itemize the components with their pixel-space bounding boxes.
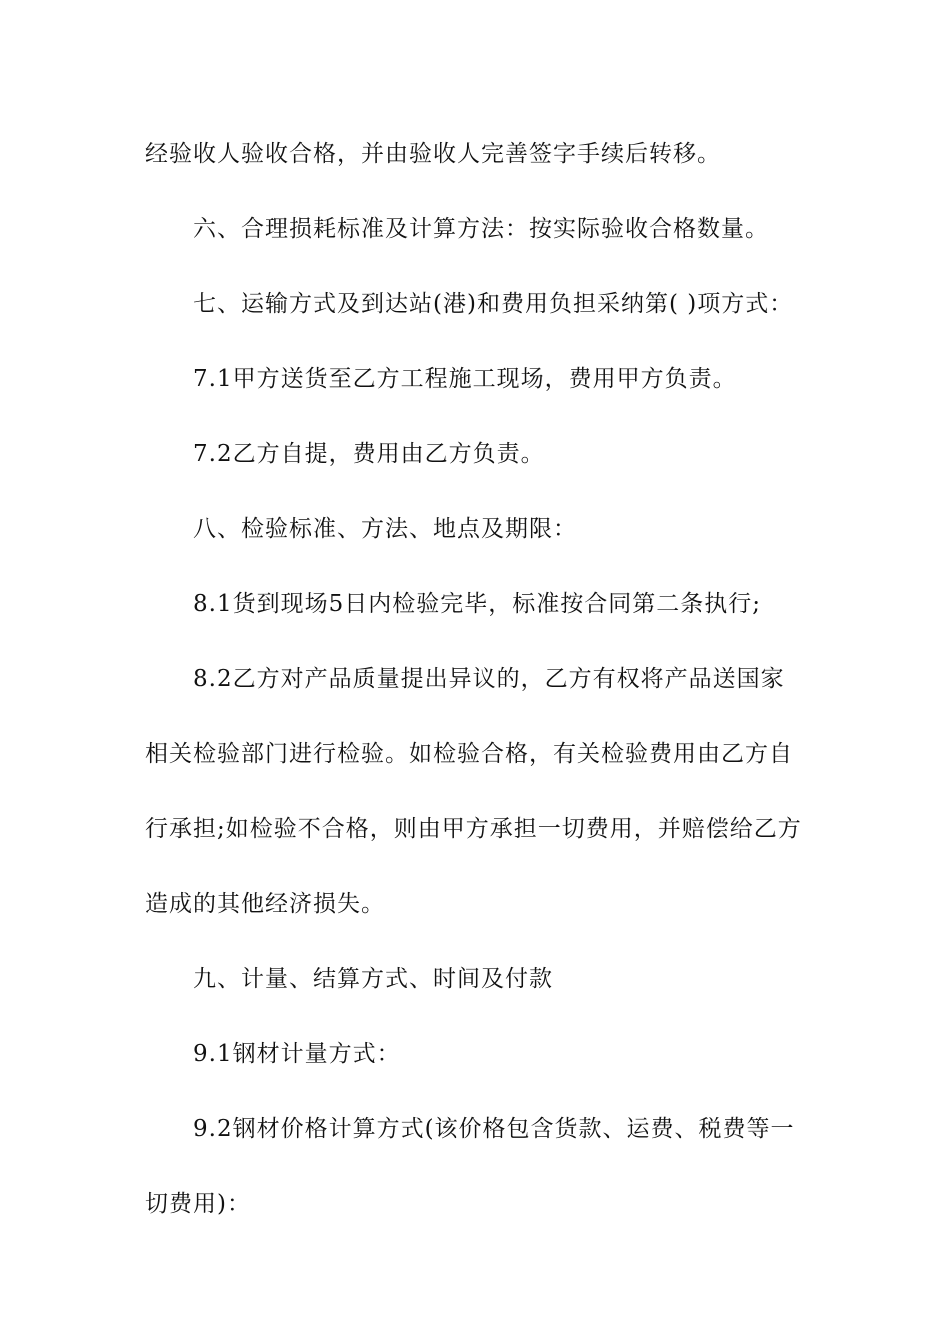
paragraph-line: 相关检验部门进行检验。如检验合格，有关检验费用由乙方自: [145, 741, 793, 767]
paragraph-line: 切费用)：: [145, 1191, 251, 1217]
paragraph-line: 经验收人验收合格，并由验收人完善签字手续后转移。: [145, 141, 721, 167]
clause-7-2: 7.2乙方自提，费用由乙方负责。: [193, 441, 545, 467]
clause-9-1: 9.1钢材计量方式：: [193, 1041, 401, 1067]
section-heading-eight: 八、检验标准、方法、地点及期限：: [193, 516, 577, 542]
clause-8-1: 8.1货到现场5日内检验完毕，标准按合同第二条执行;: [193, 591, 761, 617]
section-heading-six: 六、合理损耗标准及计算方法：按实际验收合格数量。: [193, 216, 769, 242]
clause-8-2: 8.2乙方对产品质量提出异议的，乙方有权将产品送国家: [193, 666, 785, 692]
paragraph-line: 行承担;如检验不合格，则由甲方承担一切费用，并赔偿给乙方: [145, 816, 802, 842]
paragraph-line: 造成的其他经济损失。: [145, 891, 385, 917]
section-heading-seven: 七、运输方式及到达站(港)和费用负担采纳第( )项方式：: [193, 291, 794, 317]
section-heading-nine: 九、计量、结算方式、时间及付款: [193, 966, 553, 992]
clause-7-1: 7.1甲方送货至乙方工程施工现场，费用甲方负责。: [193, 366, 737, 392]
document-body: [145, 124, 807, 1249]
clause-9-2: 9.2钢材价格计算方式(该价格包含货款、运费、税费等一: [193, 1116, 795, 1142]
